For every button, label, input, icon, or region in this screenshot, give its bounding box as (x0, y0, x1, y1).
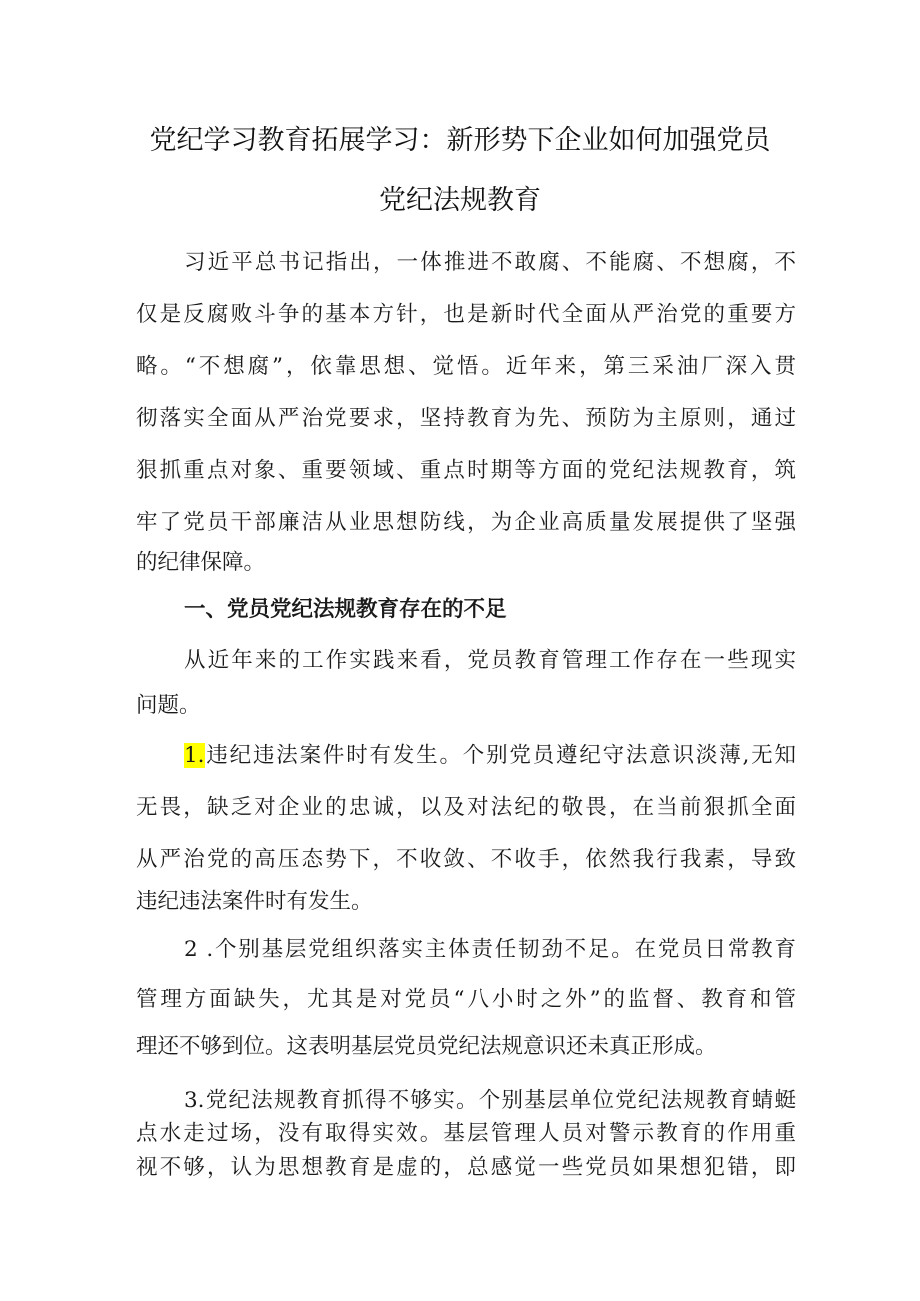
title-line-2: 党纪法规教育 (379, 185, 541, 216)
item1-line: 无畏，缺乏对企业的忠诚，以及对法纪的敬畏，在当前狠抓全面 (136, 795, 796, 820)
item2-line: 管理方面缺失，尤其是对党员“八小时之外”的监督、教育和管 (136, 987, 796, 1012)
item2-line: 理还不够到位。这表明基层党员党纪法规意识还未真正形成。 (136, 1034, 717, 1059)
intro-line: 牢了党员干部廉洁从业思想防线，为企业高质量发展提供了坚强 (136, 510, 796, 535)
intro-line: 彻落实全面从严治党要求，坚持教育为先、预防为主原则，通过 (136, 406, 796, 431)
intro-line: 习近平总书记指出，一体推进不敢腐、不能腐、不想腐，不 (184, 250, 796, 275)
item3-line: 视不够，认为思想教育是虚的，总感觉一些党员如果想犯错，即 (136, 1155, 796, 1180)
intro-line: 狠抓重点对象、重要领域、重点时期等方面的党纪法规教育，筑 (136, 458, 796, 483)
item1-first-line (184, 739, 796, 773)
item1-number-highlight: 1. (184, 743, 205, 768)
section-paragraph-line: 从近年来的工作实践来看，党员教育管理工作存在一些现实 (184, 648, 796, 673)
intro-line: 的纪律保障。 (136, 550, 266, 575)
intro-line: 略。“不想腐”，依靠思想、觉悟。近年来，第三采油厂深入贯 (136, 354, 796, 379)
section-paragraph-line: 问题。 (136, 693, 201, 718)
item3-line: 3.党纪法规教育抓得不够实。个别基层单位党纪法规教育蜻蜓 (184, 1088, 796, 1113)
title-line-1: 党纪学习教育拓展学习：新形势下企业如何加强党员 (149, 125, 771, 156)
intro-line: 仅是反腐败斗争的基本方针，也是新时代全面从严治党的重要方 (136, 302, 796, 327)
item2-line: 2 .个别基层党组织落实主体责任韧劲不足。在党员日常教育 (184, 937, 796, 962)
item1-first-line-text: 违纪违法案件时有发生。个别党员遵纪守法意识淡薄,无知 (204, 743, 796, 768)
item1-line: 违纪违法案件时有发生。 (136, 889, 373, 914)
section-heading: 一、党员党纪法规教育存在的不足 (184, 597, 507, 622)
item3-line: 点水走过场，没有取得实效。基层管理人员对警示教育的作用重 (136, 1121, 796, 1146)
item1-line: 从严治党的高压态势下，不收敛、不收手，依然我行我素，导致 (136, 847, 796, 872)
